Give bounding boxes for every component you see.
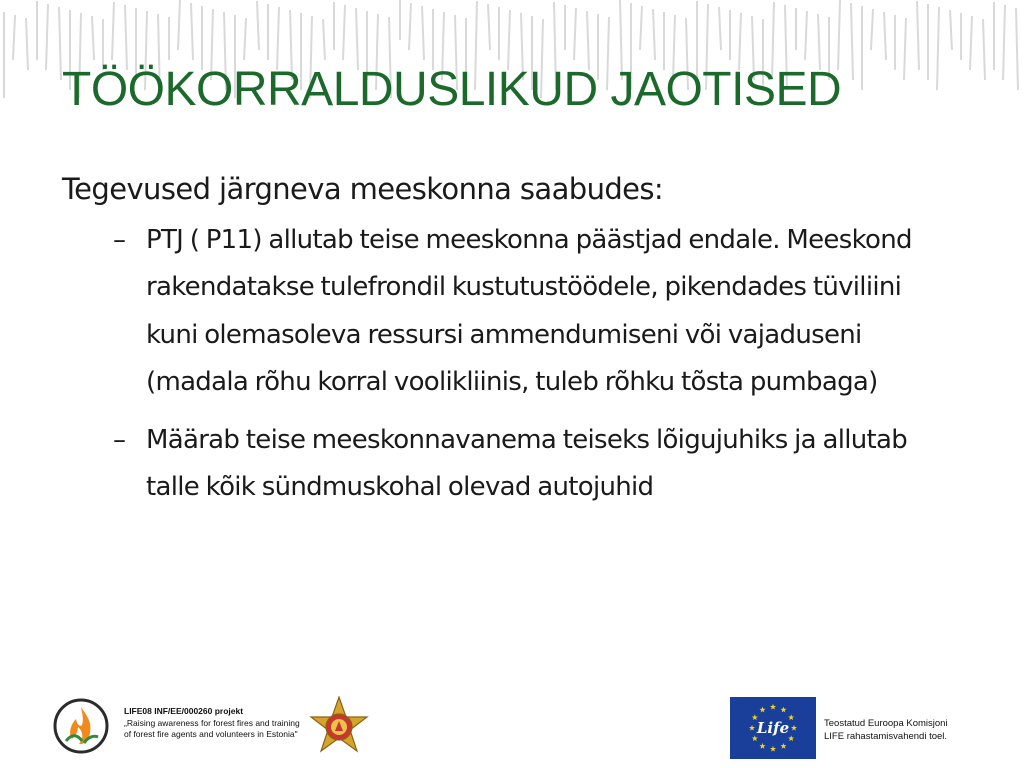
eu-life-flag-icon — [730, 697, 816, 759]
lead-text: Tegevused järgneva meeskonna saabudes: — [62, 172, 664, 206]
bullet-item: – PTJ ( P11) allutab teise meeskonna päästjad endale. Meeskond rakendatakse tulefrondil kustutustöödele, pikendades tüviliini kuni olemasoleva ressursi ammendumiseni või vajaduseni (madala rõhu korral voolikliinis, tuleb rõhku tõsta pumbaga) — [146, 217, 946, 407]
funding-line-1: Teostatud Euroopa Komisjoni — [824, 718, 948, 729]
funding-info — [824, 717, 1014, 743]
bullet-list — [62, 217, 962, 512]
rescue-board-emblem-icon — [308, 696, 370, 758]
bullet-item: – Määrab teise meeskonnavanema teiseks lõigujuhiks ja allutab talle kõik sündmuskohal olevad autojuhid — [146, 417, 946, 512]
project-description: „Raising awareness for forest fires and training of forest fire agents and volunteers in Estonia" — [124, 717, 300, 739]
slide-body — [62, 172, 962, 522]
project-code: LIFE08 INF/EE/000260 projekt — [124, 706, 244, 716]
funding-line-2: LIFE rahastamisvahendi toel. — [824, 731, 948, 742]
slide-title: TÖÖKORRALDUSLIKUD JAOTISED — [62, 63, 842, 116]
project-info — [124, 706, 309, 741]
fire-logo-icon — [52, 697, 110, 755]
eu-life-logo-text: Life — [756, 719, 790, 737]
